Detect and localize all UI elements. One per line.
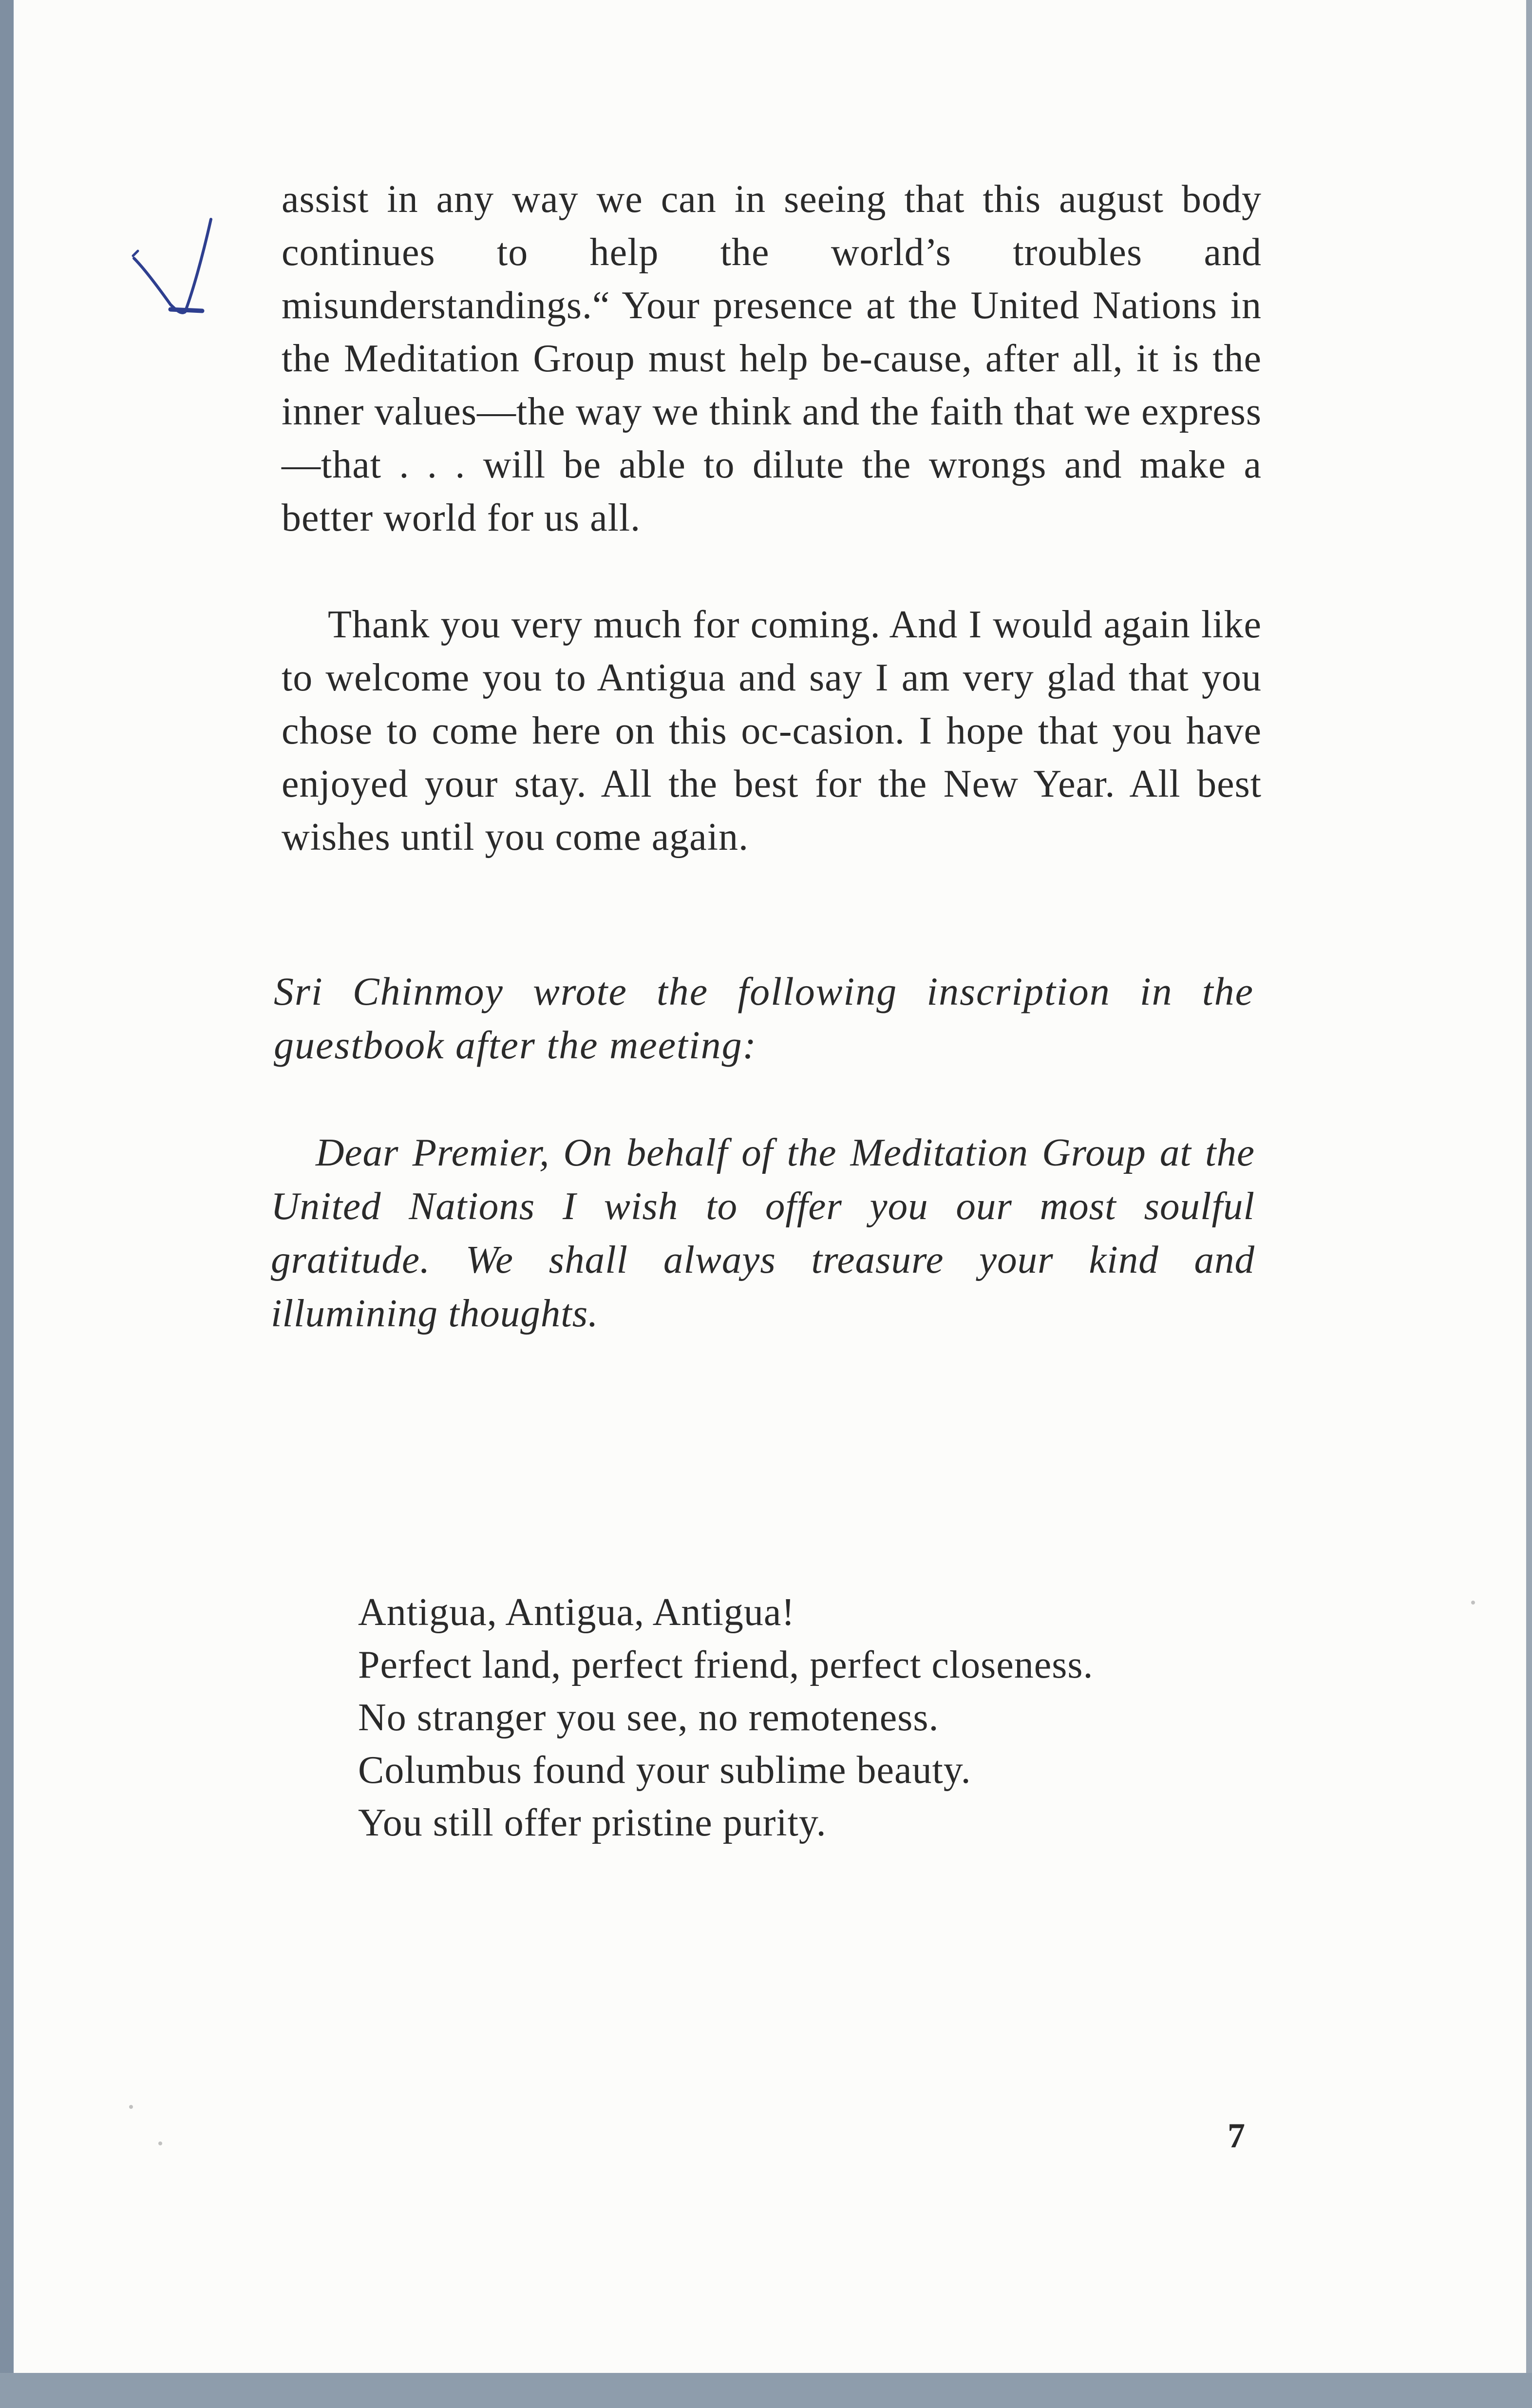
paper-speck — [1471, 1601, 1475, 1605]
page-number: 7 — [1228, 2116, 1245, 2155]
pen-checkmark-icon — [124, 214, 231, 326]
page-edge-left — [0, 0, 14, 2408]
body-paragraph-thanks — [282, 598, 1262, 864]
poem-line: You still offer pristine purity. — [358, 1801, 827, 1844]
paper-speck — [158, 2141, 162, 2145]
guestbook-inscription: Dear Premier, On behalf of the Meditation Group at the United Nations I wish to offer you our most soulful gratitude. We shall always treasure your kind and illumining thoughts. — [271, 1130, 1255, 1335]
paper-speck — [129, 2105, 133, 2109]
poem-line: Antigua, Antigua, Antigua! — [358, 1591, 795, 1634]
page-edge-right — [1526, 0, 1532, 2408]
paragraph-text: assist in any way we can in seeing that this august body continues to help the world’s troubles and misunderstandings.“ Your presence at the United Nations in the Meditation Group must help be-cause, after all, it is the inner values—the way we think and the faith that we express—that . . . will be able to dilute the wrongs and make a better world for us all. — [282, 178, 1262, 539]
inscription-intro: Sri Chinmoy wrote the following inscription in the guestbook after the meeting: — [274, 969, 1254, 1067]
poem-line: Columbus found your sublime beauty. — [358, 1749, 971, 1792]
poem-line: No stranger you see, no remoteness. — [358, 1696, 939, 1739]
page-edge-bottom — [0, 2373, 1532, 2408]
body-paragraph-continued — [282, 173, 1262, 545]
poem — [358, 1586, 1284, 1849]
poem-line: Perfect land, perfect friend, perfect closeness. — [358, 1644, 1094, 1686]
paragraph-text: Thank you very much for coming. And I would again like to welcome you to Antigua and say I am very glad that you chose to come here on this oc-casion. I hope that you have enjoyed your stay. All the best for the New Year. All best wishes until you come again. — [282, 603, 1262, 859]
